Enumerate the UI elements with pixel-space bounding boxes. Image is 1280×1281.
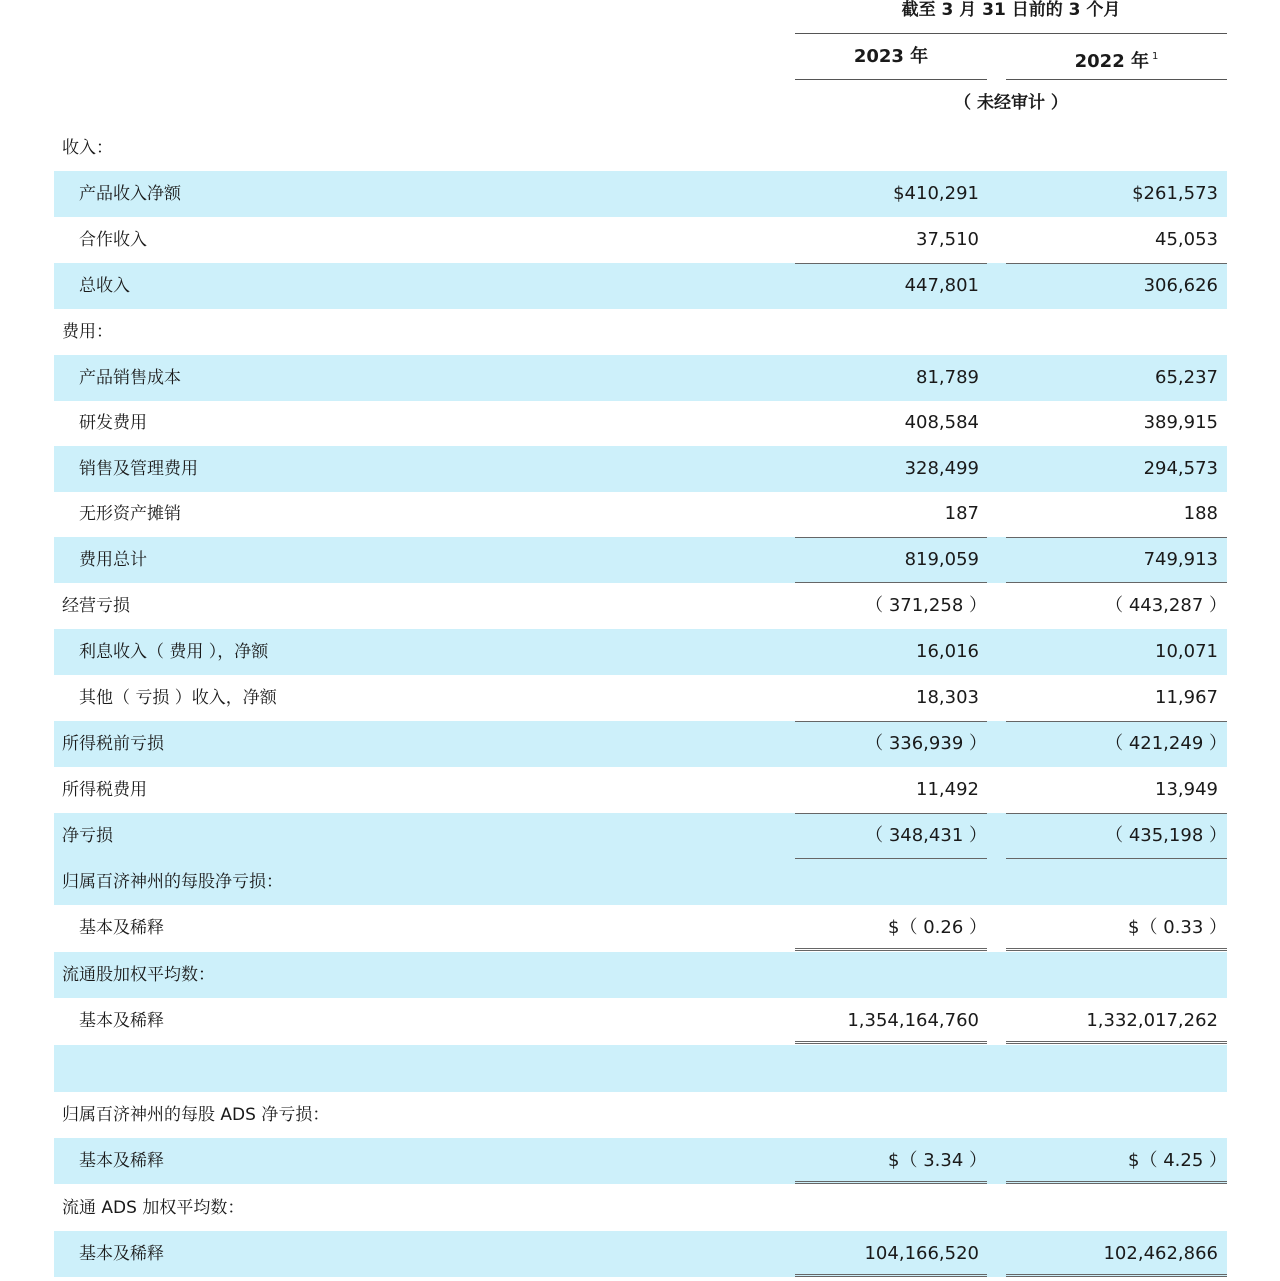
spacer-row (54, 1045, 1227, 1092)
value-2023: 11,492 (916, 779, 979, 800)
table-row (54, 1185, 1227, 1231)
value-2023: 104,166,520 (864, 1243, 979, 1264)
table-row (54, 813, 1227, 859)
row-label: 其他（ 亏损 ）收入，净额 (79, 688, 277, 708)
value-2022: （ 435,198 ） (1105, 825, 1227, 846)
value-2023: 408,584 (904, 412, 979, 433)
value-2022: （ 443,287 ） (1105, 595, 1227, 616)
value-2023: 37,510 (916, 229, 979, 250)
row-label: 费用： (62, 322, 113, 342)
row-label: 归属百济神州的每股 ADS 净亏损： (62, 1105, 330, 1125)
value-2023: 328,499 (904, 458, 979, 479)
value-2022: 1,332,017,262 (1086, 1010, 1218, 1031)
column-underline-2022 (1006, 79, 1227, 80)
value-2023: 18,303 (916, 687, 979, 708)
table-row (54, 171, 1227, 217)
value-2023: 187 (944, 503, 979, 524)
row-label: 产品收入净额 (79, 184, 181, 204)
value-2022: 11,967 (1155, 687, 1218, 708)
period-header: 截至 3 月 31 日前的 3 个月 (901, 0, 1121, 20)
value-2023: $（ 0.26 ） (888, 917, 987, 938)
value-2022: 102,462,866 (1103, 1243, 1218, 1264)
value-2023: 819,059 (904, 549, 979, 570)
table-row (54, 767, 1227, 813)
value-2023: 1,354,164,760 (847, 1010, 979, 1031)
value-2022: 45,053 (1155, 229, 1218, 250)
table-row (54, 400, 1227, 446)
table-row (54, 446, 1227, 492)
table-row (54, 1092, 1227, 1138)
row-label: 产品销售成本 (79, 368, 181, 388)
row-label: 销售及管理费用 (79, 459, 198, 479)
footnote-marker: 1 (1152, 51, 1159, 62)
table-row (54, 263, 1227, 309)
row-label: 经营亏损 (62, 596, 130, 616)
table-row (54, 905, 1227, 951)
value-2022: $261,573 (1132, 183, 1218, 204)
value-2022: 294,573 (1143, 458, 1218, 479)
table-row (54, 309, 1227, 355)
row-label: 收入： (62, 138, 113, 158)
row-label: 研发费用 (79, 413, 147, 433)
value-2022: $（ 4.25 ） (1128, 1150, 1227, 1171)
table-row (54, 125, 1227, 171)
column-header-2022 (1006, 44, 1227, 70)
table-row (54, 583, 1227, 629)
row-label: 基本及稀释 (79, 1151, 164, 1171)
value-2022: 65,237 (1155, 367, 1218, 388)
value-2023: $（ 3.34 ） (888, 1150, 987, 1171)
value-2023: $410,291 (893, 183, 979, 204)
table-row (54, 537, 1227, 583)
row-label: 流通股加权平均数： (62, 965, 215, 985)
column-header-2023 (795, 44, 987, 70)
value-2023: （ 371,258 ） (865, 595, 987, 616)
table-row (54, 721, 1227, 767)
value-2022: 749,913 (1143, 549, 1218, 570)
value-2022: 10,071 (1155, 641, 1218, 662)
table-row (54, 1231, 1227, 1277)
table-row (54, 355, 1227, 401)
value-2022: 306,626 (1143, 275, 1218, 296)
table-row (54, 998, 1227, 1044)
column-underline-2023 (795, 79, 987, 80)
table-row (54, 952, 1227, 998)
row-label: 合作收入 (79, 230, 147, 250)
column-header-2022-label: 2022 年 (1074, 51, 1149, 72)
row-label: 无形资产摊销 (79, 504, 181, 524)
row-label: 流通 ADS 加权平均数： (62, 1198, 245, 1218)
table-row (54, 675, 1227, 721)
unaudited-label: （ 未经审计 ） (954, 93, 1068, 113)
table-row (54, 491, 1227, 537)
row-label: 所得税前亏损 (62, 734, 164, 754)
value-2022: $（ 0.33 ） (1128, 917, 1227, 938)
value-2023: 447,801 (904, 275, 979, 296)
row-label: 净亏损 (62, 826, 113, 846)
row-label: 归属百济神州的每股净亏损： (62, 872, 283, 892)
table-row (54, 1138, 1227, 1184)
value-2023: 16,016 (916, 641, 979, 662)
row-label: 费用总计 (79, 550, 147, 570)
table-row (54, 217, 1227, 263)
row-label: 基本及稀释 (79, 918, 164, 938)
row-label: 所得税费用 (62, 780, 147, 800)
value-2022: 188 (1183, 503, 1218, 524)
value-2022: 13,949 (1155, 779, 1218, 800)
value-2022: （ 421,249 ） (1105, 733, 1227, 754)
table-row (54, 859, 1227, 905)
column-header-2023-label: 2023 年 (853, 46, 929, 67)
table-row (54, 629, 1227, 675)
value-2022: 389,915 (1143, 412, 1218, 433)
row-label: 基本及稀释 (79, 1244, 164, 1264)
row-label: 利息收入（ 费用 ），净额 (79, 642, 269, 662)
row-label: 基本及稀释 (79, 1011, 164, 1031)
value-2023: （ 348,431 ） (865, 825, 987, 846)
value-2023: 81,789 (916, 367, 979, 388)
value-2023: （ 336,939 ） (865, 733, 987, 754)
period-underline (795, 33, 1227, 34)
row-label: 总收入 (79, 276, 130, 296)
